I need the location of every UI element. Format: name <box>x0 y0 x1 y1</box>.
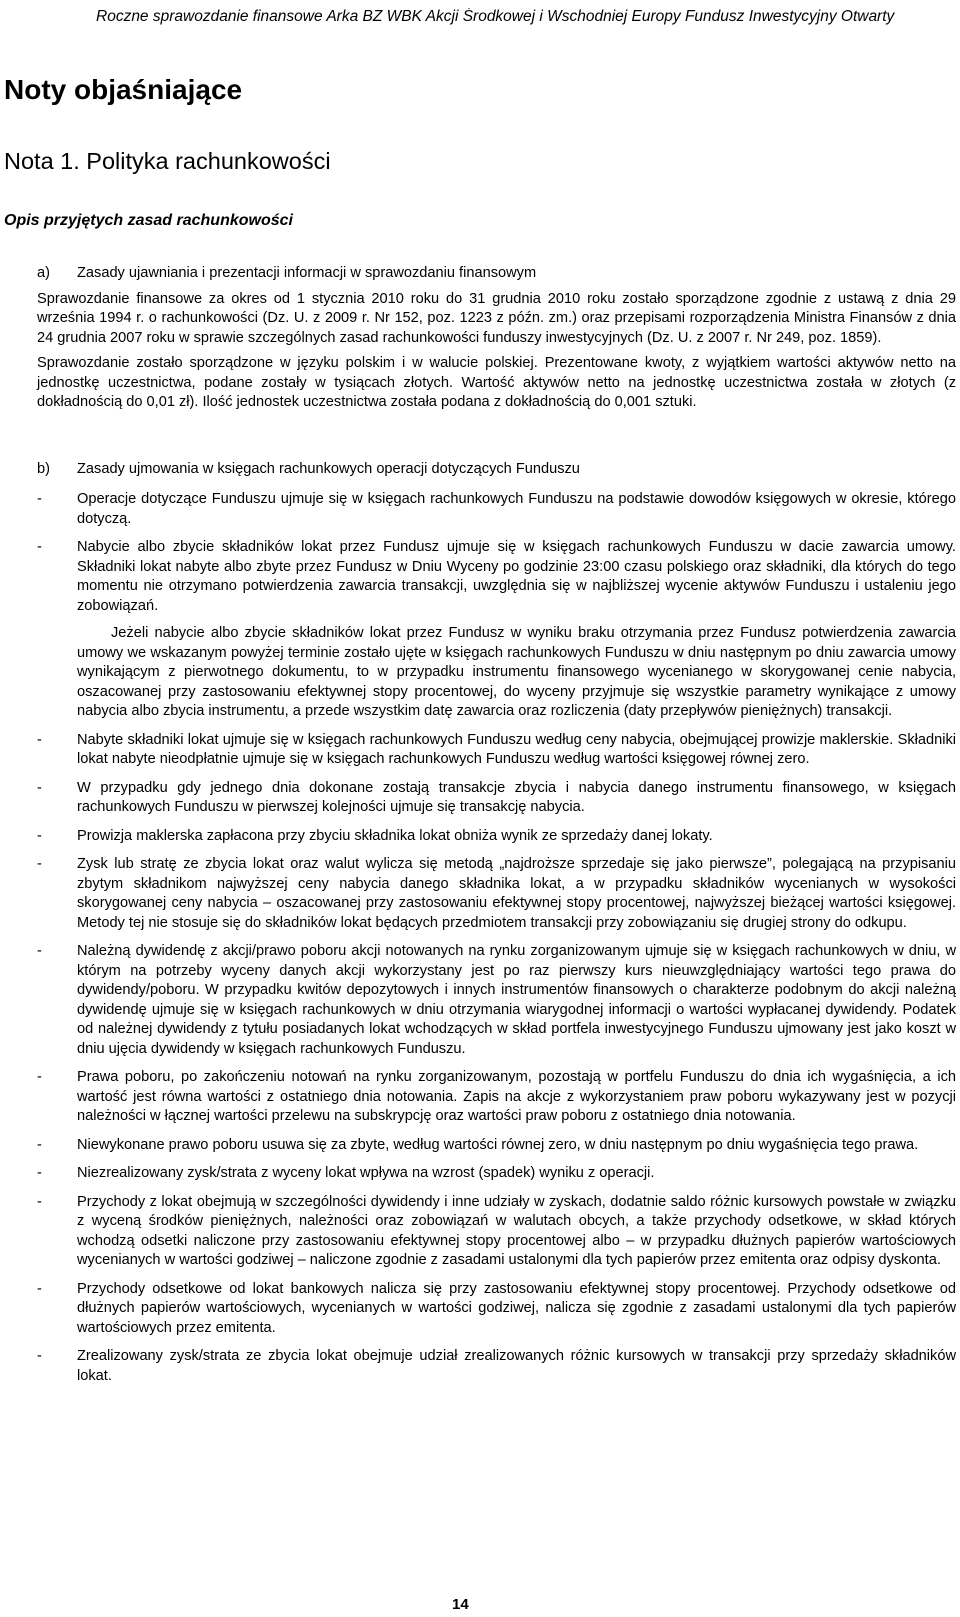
page-number: 14 <box>452 1596 469 1613</box>
list-item-text: W przypadku gdy jednego dnia dokonane zostają transakcje zbycia i nabycia danego instrumentu finansowego, w księgach rachunkowych Funduszu w pierwszej kolejności ujmuje się transakcję nabycia. <box>77 779 956 815</box>
list-item-text: Nabyte składniki lokat ujmuje się w księgach rachunkowych Funduszu według ceny nabycia, obejmującej prowizje maklerskie. Składniki lokat nabyte nieodpłatnie ujmuje się w księgach rachunkowych Funduszu według wartości księgowej równej zero. <box>77 731 956 767</box>
running-header: Roczne sprawozdanie finansowe Arka BZ WBK Akcji Środkowej i Wschodniej Europy Fundusz Inwestycyjny Otwarty <box>96 8 895 25</box>
list-dash: - <box>37 1348 42 1364</box>
list-item <box>37 490 956 529</box>
list-item-text: Przychody odsetkowe od lokat bankowych nalicza się przy zastosowaniu efektywnej stopy procentowej. Przychody odsetkowe od dłużnych papierów wartościowych, wycenianych w wartości godziwej, nalicza się zgodnie z zasadami ustalonymi dla tych papierów wartościowych przez emitenta. <box>77 1280 956 1336</box>
list-item <box>37 731 956 770</box>
list-item-text: Zrealizowany zysk/strata ze zbycia lokat obejmuje udział zrealizowanych różnic kursowych w transakcji przy sprzedaży składników lokat. <box>77 1348 956 1384</box>
list-dash: - <box>37 1280 42 1297</box>
note-subtitle: Opis przyjętych zasad rachunkowości <box>4 212 293 229</box>
list-dash: - <box>37 827 42 844</box>
list-dash: - <box>37 1165 42 1181</box>
list-dash: - <box>37 779 42 796</box>
list-item <box>37 538 956 722</box>
section-a-label: a) <box>37 265 50 281</box>
document-body <box>37 264 956 1395</box>
list-item <box>37 855 956 933</box>
section-b-label: b) <box>37 460 50 477</box>
list-item-text: Zysk lub stratę ze zbycia lokat oraz walut wylicza się metodą „najdroższe sprzedaje się jako pierwsze”, polegającą na przypisaniu zbytym składnikom najwyższej ceny nabycia danego składnika lokat, a w przypadku składników wycenianych w wysokości skorygowanej ceny nabycia – oszacowanej przy zastosowaniu efektywnej stopy procentowej, najwyższej bieżącej wartości księgowej. Metody tej nie stosuje się do składników lokat będących przedmiotem transakcji przy zobowiązaniu się drugiej strony do odkupu. <box>77 856 956 931</box>
list-dash: - <box>37 1069 42 1085</box>
section-a-title <box>37 264 956 284</box>
list-item <box>37 1164 956 1184</box>
list-dash: - <box>37 856 42 872</box>
section-b-list <box>37 490 956 1386</box>
list-dash: - <box>37 539 42 555</box>
list-item-text: Operacje dotyczące Funduszu ujmuje się w księgach rachunkowych Funduszu na podstawie dowodów księgowych w okresie, którego dotyczą. <box>77 491 956 527</box>
list-item <box>37 1068 956 1127</box>
paragraph: Sprawozdanie zostało sporządzone w języku polskim i w walucie polskiej. Prezentowane kwoty, z wyjątkiem wartości aktywów netto na jednostkę uczestnictwa, podane zostały w tysiącach złotych. Wartość aktywów netto na jednostkę uczestnictwa została w złotych (z dokładnością do 0,01 zł). Ilość jednostek uczestnictwa została podana z dokładnością do 0,001 sztuki. <box>37 355 956 410</box>
paragraph: Sprawozdanie finansowe za okres od 1 stycznia 2010 roku do 31 grudnia 2010 roku zostało sporządzone zgodnie z ustawą z dnia 29 września 1994 r. o rachunkowości (Dz. U. z 2009 r. Nr 152, poz. 1223 z późn. zm.) oraz przepisami rozporządzenia Ministra Finansów z dnia 24 grudnia 2007 roku w sprawie szczególnych zasad rachunkowości funduszy inwestycyjnych (Dz. U. z 2007 r. Nr 249, poz. 1859). <box>37 290 956 346</box>
list-item-text: Nabycie albo zbycie składników lokat przez Fundusz ujmuje się w księgach rachunkowych Funduszu w dacie zawarcia umowy. Składniki lokat nabyte albo zbyte przez Fundusz w Dniu Wyceny po godzinie 23:00 czasu polskiego oraz składniki, dla których do tego momentu nie otrzymano potwierdzenia zawarcia transakcji, uwzględnia się w najbliższej wycenie aktywów Funduszu i ustaleniu jego zobowiązań. <box>77 539 956 614</box>
section-b-title-text: Zasady ujmowania w księgach rachunkowych operacji dotyczących Funduszu <box>77 460 580 477</box>
list-item-text: Niewykonane prawo poboru usuwa się za zbyte, według wartości równej zero, w dniu następnym po dniu wygaśnięcia tego prawa. <box>77 1136 919 1153</box>
list-item <box>37 942 956 1059</box>
list-item-text: Prowizja maklerska zapłacona przy zbyciu składnika lokat obniża wynik ze sprzedaży danej lokaty. <box>77 827 713 844</box>
list-item <box>37 1347 956 1386</box>
list-dash: - <box>37 1193 42 1210</box>
list-item-text: Należną dywidendę z akcji/prawo poboru akcji notowanych na rynku zorganizowanym ujmuje się w księgach rachunkowych w dniu, w którym na potrzeby wyceny danych akcji wykorzystany jest po raz pierwszy kurs nieuwzględniający wartości tego prawa do dywidendy/poboru. W przypadku kwitów depozytowych i innych instrumentów finansowych o charakterze podobnym do akcji należną dywidendę ujmuje się w księgach rachunkowych w dniu otrzymania wiarygodnej informacji o wartości wypłacanej dywidendy. Podatek od należnej dywidendy z tytułu posiadanych lokat wchodzących w skład portfela inwestycyjnego Funduszu ujmowany jest jako koszt w dniu ujęcia dywidendy w księgach rachunkowych Funduszu. <box>77 943 956 1057</box>
section-a-title-text: Zasady ujawniania i prezentacji informacji w sprawozdaniu finansowym <box>77 265 537 281</box>
section-spacer <box>37 419 956 460</box>
list-item-continuation: Jeżeli nabycie albo zbycie składników lokat przez Fundusz w wyniku braku otrzymania przez Fundusz potwierdzenia zawarcia umowy we wskazanym powyżej terminie zostało ujęte w księgach rachunkowych Funduszu w dniu następnym po dniu zawarcia umowy wynikającym z pierwotnego dokumentu, to w przypadku instrumentu finansowego wycenianego w skorygowanej cenie nabycia, oszacowanej przy zastosowaniu efektywnej stopy procentowej, do wyceny przyjmuje się wszystkie parametry wynikające z umowy nabycia albo zbycia instrumentu, a przede wszystkim datę zawarcia oraz rozliczenia (daty przepływów pieniężnych) transakcji. <box>77 625 956 719</box>
list-item <box>37 1136 956 1156</box>
note-heading: Nota 1. Polityka rachunkowości <box>4 148 331 174</box>
list-item-text: Niezrealizowany zysk/strata z wyceny lokat wpływa na wzrost (spadek) wyniku z operacji. <box>77 1165 655 1181</box>
list-dash: - <box>37 731 42 748</box>
list-dash: - <box>37 943 42 959</box>
list-item-text: Przychody z lokat obejmują w szczególności dywidendy i inne udziały w zyskach, dodatnie saldo różnic kursowych powstałe w związku z wyceną środków pieniężnych, należności oraz zobowiązań w walutach obcych, a także przychody odsetkowe, w skład których wchodzą odsetki naliczone przy zastosowaniu efektywnej stopy procentowej albo – w przypadku dłużnych papierów wartościowych wycenianych w wartości godziwej – naliczone zgodnie z zasadami ustalonymi dla tych papierów przez emitenta oraz odpisy dyskonta. <box>77 1193 956 1268</box>
list-item <box>37 1280 956 1339</box>
list-dash: - <box>37 1136 42 1153</box>
list-item <box>37 779 956 818</box>
list-item <box>37 827 956 847</box>
list-item <box>37 1193 956 1271</box>
page-title: Noty objaśniające <box>4 74 243 105</box>
section-b-title <box>37 460 956 480</box>
list-dash: - <box>37 491 42 507</box>
list-item-text: Prawa poboru, po zakończeniu notowań na rynku zorganizowanym, pozostają w portfelu Funduszu do dnia ich wygaśnięcia, a ich wartość jest równa wartości z ostatniego dnia notowania. Zapis na akcje z wykorzystaniem praw poboru wykazywany jest w pozycji należności w łącznej wartości przelewu na subskrypcję oraz wartości praw poboru z ostatniego dnia notowania. <box>77 1069 956 1124</box>
